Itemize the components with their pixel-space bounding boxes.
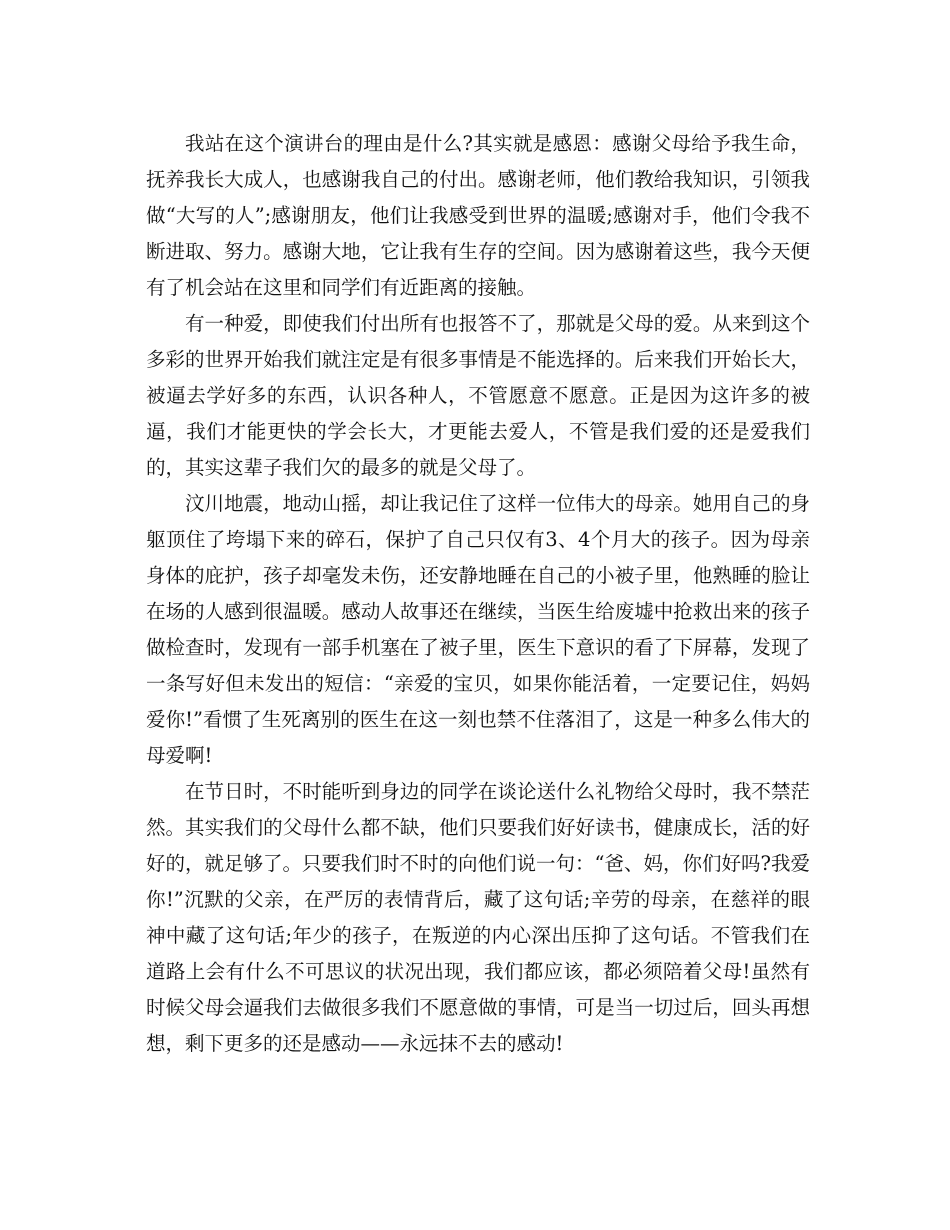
paragraph-3: 汶川地震，地动山摇，却让我记住了这样一位伟大的母亲。她用自己的身躯顶住了垮塌下来的碎石，保护了自己只仅有3、4个月大的孩子。因为母亲身体的庇护，孩子却毫发未伤，还安静地睡在自己的小被子里，他熟睡的脸让在场的人感到很温暖。感动人故事还在继续，当医生给废墟中抢救出来的孩子做检查时，发现有一部手机塞在了被子里，医生下意识的看了下屏幕，发现了一条写好但未发出的短信：“亲爱的宝贝，如果你能活着，一定要记住，妈妈爱你!”看惯了生死离别的医生在这一刻也禁不住落泪了，这是一种多么伟大的母爱啊! (146, 492, 810, 767)
paragraph-4: 在节日时，不时能听到身边的同学在谈论送什么礼物给父母时，我不禁茫然。其实我们的父母什么都不缺，他们只要我们好好读书，健康成长，活的好好的，就足够了。只要我们时不时的向他们说一句：“爸、妈，你们好吗?我爱你!”沉默的父亲，在严厉的表情背后，藏了这句话;辛劳的母亲，在慈祥的眼神中藏了这句话;年少的孩子，在叛逆的内心深出压抑了这句话。不管我们在道路上会有什么不可思议的状况出现，我们都应该，都必须陪着父母!虽然有时候父母会逼我们去做很多我们不愿意做的事情，可是当一切过后，回头再想想，剩下更多的还是感动——永远抹不去的感动! (146, 780, 810, 1055)
paragraph-1: 我站在这个演讲台的理由是什么?其实就是感恩：感谢父母给予我生命，抚养我长大成人，也感谢我自己的付出。感谢老师，他们教给我知识，引领我做“大写的人”;感谢朋友，他们让我感受到世界的温暖;感谢对手，他们令我不断进取、努力。感谢大地，它让我有生存的空间。因为感谢着这些，我今天便有了机会站在这里和同学们有近距离的接触。 (146, 132, 810, 299)
paragraph-2: 有一种爱，即使我们付出所有也报答不了，那就是父母的爱。从来到这个多彩的世界开始我们就注定是有很多事情是不能选择的。后来我们开始长大，被逼去学好多的东西，认识各种人，不管愿意不愿意。正是因为这许多的被逼，我们才能更快的学会长大，才更能去爱人，不管是我们爱的还是爱我们的，其实这辈子我们欠的最多的就是父母了。 (146, 312, 810, 479)
document-body (146, 126, 810, 1062)
